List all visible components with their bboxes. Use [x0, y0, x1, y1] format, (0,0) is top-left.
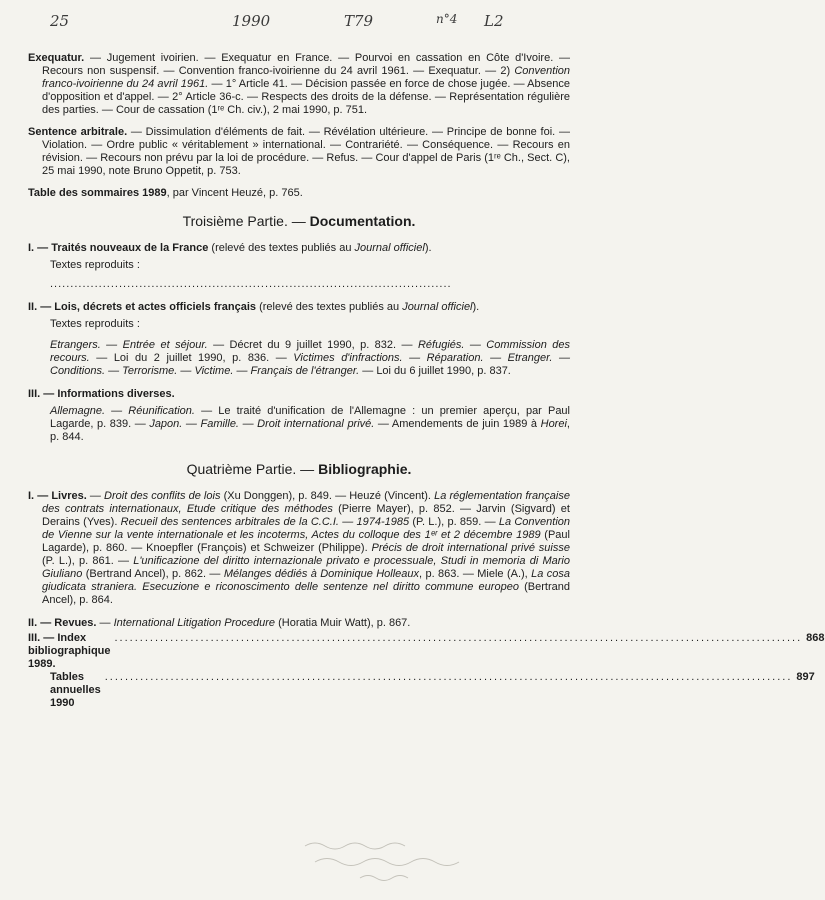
item-italic: Horei	[540, 418, 567, 430]
item-italic: La réglementation française des contrats internationaux, Etude critique des méthodes	[42, 490, 570, 515]
handwritten-note: L2	[484, 12, 504, 30]
entry-italic: Convention franco-ivoirienne du 24 avril 1961.	[42, 65, 570, 90]
part-three-heading	[28, 212, 570, 230]
entry-text: — Jugement ivoirien. — Exequatur en France. — Pourvoi en cassation en Côte d'Ivoire. — Recours non suspensif. — Convention franco-ivoirienne du 24 avril 1961. — Exequatur. — 2)	[42, 52, 570, 77]
part-title: Documentation.	[309, 213, 416, 229]
exequatur-entry	[28, 52, 570, 117]
dot-leader: ........................................................................................................................................	[114, 632, 803, 644]
item-italic: Mélanges dédiés à Dominique Holleaux	[223, 568, 420, 580]
item-text: (Bertrand Ancel), p. 864.	[42, 581, 570, 606]
item-text: (Bertrand Ancel), p. 862. —	[82, 568, 224, 580]
dot-leader: ........................................................................................................................................	[104, 671, 793, 683]
table-sommaires-entry	[28, 187, 570, 200]
toc-label: III. — Index bibliographique 1989.	[28, 632, 111, 670]
toc-row-index	[28, 632, 825, 671]
item-text: (Pierre Mayer), p. 852. — Jarvin (Sigvard) et Derains (Yves).	[42, 503, 570, 528]
handwritten-note: n°4	[436, 12, 458, 26]
section-traites	[28, 242, 570, 255]
item-text: —	[86, 490, 105, 502]
document-body	[28, 52, 825, 710]
section-text: (relevé des textes publiés au	[256, 301, 403, 313]
item-italic: Victimes d'infractions. — Réparation. — Etranger. — Conditions. — Terrorisme. — Victime. — Français de l'étranger.	[50, 352, 570, 377]
handwritten-note: 1990	[232, 12, 271, 30]
toc-row-tables	[28, 671, 815, 710]
item-text: (Paul Lagarde), p. 860. — Knoepfler (François) et Schweizer (Philippe).	[42, 529, 570, 554]
section-text: ).	[424, 242, 432, 254]
section-label: I. — Traités nouveaux de la France	[28, 242, 209, 254]
part-title: Bibliographie.	[318, 461, 412, 477]
section-label: II. — Lois, décrets et actes officiels français	[28, 301, 257, 313]
item-text: (P. L.), p. 861. —	[42, 555, 134, 567]
item-text: (Xu Donggen), p. 849. — Heuzé (Vincent).	[220, 490, 435, 502]
item-text: — Le traité d'unification de l'Allemagne : un premier aperçu, par Paul Lagarde, p. 839. —	[50, 405, 570, 430]
textes-reproduits-label: Textes reproduits :	[50, 259, 140, 271]
item-italic: Etrangers. — Entrée et séjour.	[50, 339, 208, 351]
section-text: (relevé des textes publiés au	[208, 242, 355, 254]
entry-text: — Dissimulation d'éléments de fait. — Révélation ultérieure. — Principe de bonne foi. — Violation. — Ordre public « véritablement » international. — Contrariété. — Conséquence. — Recours en révision. — Recours non prévu par la loi de procédure. — Refus. — Cour d'appel de Paris (1ʳᵉ Ch., Sect. C), 25 mai 1990, note Bruno Oppetit, p. 753.	[42, 126, 570, 177]
item-italic: Recueil des sentences arbitrales de la C.C.I. — 1974-1985	[120, 516, 410, 528]
item-italic: International Litigation Procedure	[113, 617, 276, 629]
section-revues	[28, 617, 570, 630]
item-text: — Loi du 6 juillet 1990, p. 837.	[359, 365, 511, 377]
section-label: II. — Revues.	[28, 617, 97, 629]
item-italic: Japon. — Famille. — Droit international privé.	[149, 418, 375, 430]
item-text: — Décret du 9 juillet 1990, p. 832. —	[207, 339, 418, 351]
item-italic: La cosa giudicata straniera. Esecuzione e riconoscimento delle sentenze nel diritto commune europeo	[42, 568, 570, 593]
section-informations	[28, 388, 570, 401]
entry-text: , par Vincent Heuzé, p. 765.	[166, 187, 303, 199]
handwritten-note: 25	[50, 12, 70, 30]
section-livres	[28, 490, 570, 607]
item-italic: Droit des conflits de lois	[104, 490, 221, 502]
item-text: — Loi du 2 juillet 1990, p. 836. —	[89, 352, 294, 364]
section-italic: Journal officiel	[354, 242, 425, 254]
part-four-heading	[28, 460, 570, 478]
sentence-arbitrale-entry	[28, 126, 570, 178]
informations-list	[28, 405, 570, 444]
entry-label: Table des sommaires 1989	[28, 187, 167, 199]
toc-page-number: 868	[806, 632, 825, 644]
entry-label: Sentence arbitrale.	[28, 126, 128, 138]
toc-page-number: 897	[796, 671, 815, 683]
part-prefix: Troisième Partie. —	[182, 213, 310, 229]
item-italic: Précis de droit international privé suisse	[371, 542, 570, 554]
section-label: I. — Livres.	[28, 490, 87, 502]
item-text: —	[96, 617, 114, 629]
handwritten-note: T79	[344, 12, 374, 30]
dotted-placeholder: ...................................................................................................	[50, 278, 452, 290]
entry-label: Exequatur.	[28, 52, 85, 64]
item-italic: Réfugiés. — Commission des recours.	[50, 339, 570, 364]
section-text: ).	[472, 301, 480, 313]
textes-reproduits-label: Textes reproduits :	[50, 318, 140, 330]
section-label: III. — Informations diverses.	[28, 388, 175, 400]
item-text: , p. 863. — Miele (A.),	[419, 568, 532, 580]
item-text: , p. 844.	[50, 418, 570, 443]
item-text: (Horatia Muir Watt), p. 867.	[275, 617, 411, 629]
item-italic: La Convention de Vienne sur la vente internationale et les incoterms, Actes du colloque des 1ᵉʳ et 2 décembre 1989	[42, 516, 570, 541]
section-italic: Journal officiel	[402, 301, 473, 313]
item-text: — Amendements de juin 1989 à	[374, 418, 541, 430]
section-lois	[28, 301, 570, 314]
item-italic: L'unificazione del diritto internazionale privato e processuale, Studi in memoria di Mario Giuliano	[42, 555, 570, 580]
entry-text: — 1° Article 41. — Décision passée en force de chose jugée. — Absence d'opposition et d'appel. — 2° Article 36-c. — Respects des droits de la défense. — Représentation régulière des parties. — Cour de cassation (1ʳᵉ Ch. civ.), 2 mai 1990, p. 751.	[42, 78, 570, 116]
item-text: (P. L.), p. 859. —	[409, 516, 499, 528]
toc-label: Tables annuelles 1990	[50, 671, 101, 709]
bleed-through-scribble	[300, 838, 540, 888]
lois-list	[28, 339, 570, 378]
item-italic: Allemagne. — Réunification.	[50, 405, 195, 417]
part-prefix: Quatrième Partie. —	[186, 461, 319, 477]
